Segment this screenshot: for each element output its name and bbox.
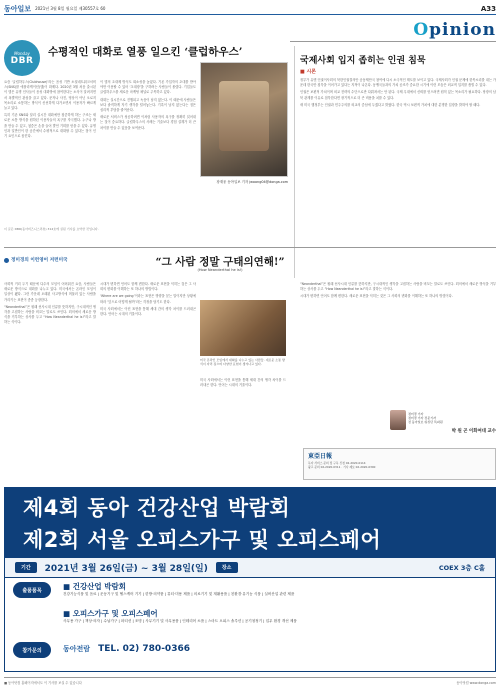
article-author: 장재웅 동아일보 기자 jwoong04@donga.com [216, 180, 288, 184]
organizer-brand: 동아전람 [63, 645, 91, 653]
column-body-col4 [300, 282, 496, 402]
footer-left: ■ 동아닷컴 홈페이지에서도 이 기사를 보실 수 있습니다 [4, 681, 82, 685]
cafe-photo [200, 300, 286, 356]
venue-label: 장소 [216, 562, 238, 573]
editorial-body [300, 78, 496, 228]
newspaper-logo: 동아일보 [4, 3, 32, 13]
column-paragraph: “Neanderthal”은 원래 선사시대 인류를 뜻하지만, 구시대적인 생각을 고집하는 사람을 비꼬는 말로도 쓰인다. 회의에서 새로운 방식을 거부하는 상사를 두고 “How Neanderthal he is!”라고 말하는 식이다. [300, 282, 496, 292]
editorial-paragraph: 새 미국 행정부는 인권과 민주주의를 외교의 중심에 두겠다고 밝혔다. 한국 역시 보편적 가치에 대한 분명한 입장을 밝혀야 할 때다. [300, 102, 481, 107]
section-title-health: ■ 건강산업 박람회 [63, 582, 127, 591]
editorial-author: 박 원 곤 이화여대 교수 [451, 429, 496, 434]
footer-right: 동아닷컴 www.donga.com [456, 681, 496, 685]
dbr-badge-day: Monday [14, 50, 30, 56]
expo-advertisement [4, 487, 496, 672]
section-rule [4, 247, 496, 248]
article-paragraph: 요즘 ‘클럽하우스(Clubhouse)’라는 음성 기반 소셜네트워크서비스(SNS)를 애플리케이션(앱)이 화제다. 2020년 3월 처음 출시된 이 앱은 유명 인사들이 음성 대화방에 참여한다는 소식이 알려지면서 폭발적인 관심을 끌고 있다. 문자나 사진, 영상이 아닌 오로지 목소리로 소통하는 방식이 신선하게 다가오면서 이용자가 빠르게 늘고 있다. [4, 80, 96, 111]
editorial-paragraph: 인권은 보편적 가치이며 외교 전략의 수단으로만 다뤄져서는 안 된다. 국제 무대에서 신뢰를 얻으려면 원칙 있는 목소리가 필요하다. 당장의 남북 관계를 이유로 침묵한다면 장기적으로 더 큰 비용을 치를 수 있다. [300, 90, 496, 100]
column-body-col2 [100, 282, 196, 432]
participate-label: 참가문의 [13, 642, 51, 658]
editorial-section-label: ■ 시론 [300, 69, 317, 75]
page-footer [4, 677, 496, 687]
issue-date: 2021년 3월 8일 월요일 제30557호 60 [35, 5, 106, 11]
section-text-office: 사무용 가구 | 책상·의자 | 수납가구 | 파티션 | 조명 | 사무기기 및 사무용품 | 인테리어 소품 | 스마트 오피스 솔루션 | 공기청정기 | 업무 환경 개선 제품 [63, 619, 297, 623]
expo-dates: 2021년 3월 26일(금) ~ 3월 28일(일) [44, 564, 208, 574]
expo-details [5, 578, 495, 673]
opinion-banner [290, 18, 496, 42]
article-headline: 수평적인 대화로 열풍 일으킨 ‘클럽하우스’ [48, 46, 243, 58]
author-label: 정미경 기자 [408, 412, 424, 416]
author-line: 전 동아일보 워싱턴 특파원 [408, 420, 443, 424]
column-divider [294, 46, 295, 278]
ad-line: 독자 서비스 문의 및 구독 신청 02-2020-0114 [308, 461, 366, 465]
column-paragraph: 시대가 변하면 언어도 함께 변한다. 새로운 표현을 익히는 것은 그 사회의 변화를 이해하는 또 하나의 방법이다. [100, 282, 196, 292]
section-text-health: 건강기능식품 및 음료 | 운동기구 및 헬스케어 기기 | 한방·의약품 | 뷰티·미용 제품 | 의료기기 및 재활용품 | 친환경·유기농 식품 | 실버산업 관련 제품 [63, 592, 295, 596]
expo-title-banner [5, 488, 495, 558]
article-body-col1 [4, 80, 96, 223]
ad-line: 광고 문의 02-2020-0311 · 기사 제보 02-2020-0300 [308, 465, 376, 469]
expo-title-2: 제2회 서울 오피스가구 및 오피스페어 [23, 528, 382, 552]
article-paragraph: 이 앱의 초대제 방식도 희소성을 높였다. 기존 가입자의 초대를 받아야만 이용할 수 있어 ‘초대장’을 구하려는 사람들이 몰렸다. 기업들도 클럽하우스를 새로운 마케팅 채널로 주목하고 있다. [100, 80, 196, 95]
page-number: A33 [480, 4, 496, 13]
items-label: 출품품목 [13, 582, 51, 598]
column-headline: “그 사람 정말 구태의연해!” [155, 256, 285, 268]
column-subheadline: (How Neanderthal he is!) [197, 268, 243, 272]
column-body-col3 [200, 378, 286, 438]
ad-logo: 東亞日報 [308, 453, 333, 460]
dbr-source-note: 이 글은 DBR(동아비즈니스리뷰) 314호에 실린 기사를 요약한 것입니다. [4, 227, 99, 231]
column-body-col1 [4, 282, 96, 432]
expo-info-bar [5, 558, 495, 578]
editorial-paragraph: 정부가 유엔 인권이사회의 북한인권결의안 공동제안국 참여에 다시 소극적인 태도를 보이고 있다. 국제사회가 인권 문제에 한목소리를 내는 가운데 한국만 침묵을 이어가고 있다는 지적이 나온다. 동맹국들과의 가치 공조가 중요한 시기에 이런 모습은 외교적 입지를 좁힐 수 있다. [300, 78, 496, 88]
article-body-col2 [100, 80, 196, 223]
dbr-badge-label: DBR [10, 55, 34, 66]
editorial-headline: 국제사회 입지 좁히는 인권 침묵 [300, 56, 426, 66]
article-paragraph: 대화는 실시간으로 진행되고 녹음이 남지 않는다. 이 때문에 사람들은 보다 솔직하게 자기 생각을 털어놓는다. 기록이 남지 않는다는 점은 심리적 부담을 줄여준다. [100, 97, 196, 113]
column-paragraph: ‘Where are we going’이라는 표현은 방향을 묻는 말이지만 상황에 따라 ‘앞으로 어떻게 될까’라는 걱정을 담기도 한다. [100, 294, 196, 304]
masthead [4, 3, 496, 15]
author-line: 정미경 기자 전문기자 [408, 416, 436, 420]
period-label: 기간 [15, 562, 37, 573]
column-paragraph: 사회적 거리 두기 때문에 다수의 모임이 어려워진 요즘, 사람들은 새로운 방식으로 대화를 나누고 있다. 미국에서는 온라인 모임이 일상이 됐다. 그런 가운데 오래된 사고방식에 머물러 있는 사람을 가리키는 표현이 종종 등장한다. [4, 282, 96, 302]
column-paragraph: “Neanderthal”은 원래 선사시대 인류를 뜻하지만, 구시대적인 생각을 고집하는 사람을 비꼬는 말로도 쓰인다. 회의에서 새로운 방식을 거부하는 상사를 두고 “How Neanderthal he is!”라고 말하는 식이다. [4, 304, 96, 325]
column-paragraph: 시대가 변하면 언어도 함께 변한다. 새로운 표현을 익히는 것은 그 사회의 변화를 이해하는 또 하나의 방법이다. [300, 294, 453, 299]
column-tag: 정미경의 이런영어 저런미국 [4, 257, 67, 263]
column-paragraph: 미국 사회에서는 이런 표현을 통해 세대 간의 생각 차이를 드러내곤 한다. 언어는 시대의 거울이다. [200, 378, 286, 388]
article-paragraph: 특히 기존 SNS와 달리 실시간 대화에만 집중하게 하는 구조는 새로운 소통 방식을 원하던 이용자들의 욕구를 자극했다. 누구나 방을 만들 수 있고, 청중은 손을 들어 발언 기회를 얻을 수 있다. 유명인과 일반인이 한 공간에서 수평적으로 대화할 수 있다는 점이 인기 요인으로 꼽힌다. [4, 113, 96, 139]
subscription-ad [303, 448, 496, 480]
column-author-info [408, 412, 452, 424]
article-paragraph: 새로운 서비스가 성공하려면 이처럼 사용자의 욕구를 정확히 읽어내는 것이 중요하다. 클럽하우스의 사례는 기술보다 경험 설계가 더 큰 차이를 만들 수 있음을 보여준다. [100, 115, 196, 130]
expo-venue: COEX 3층 C홀 [438, 564, 485, 572]
photo-caption: 미국 온라인 모임에서 대화를 나누고 있는 사람들. 새로운 소통 방식이 자리 잡으며 다양한 표현이 생겨나고 있다. [200, 358, 285, 367]
organizer-phone: TEL. 02) 780-0366 [98, 644, 190, 654]
opinion-title: Opinion [413, 19, 496, 40]
section-title-office: ■ 오피스가구 및 오피스페어 [63, 609, 158, 618]
column-paragraph: 미국 사회에서는 이런 표현을 통해 세대 간의 생각 차이를 드러내곤 한다. 언어는 시대의 거울이다. [100, 306, 196, 317]
author-photo [390, 410, 406, 430]
dbr-badge [4, 40, 40, 76]
bullet-icon [4, 258, 9, 263]
expo-title-1: 제4회 동아 건강산업 박람회 [23, 496, 291, 520]
participate-contact [63, 644, 190, 654]
clubhouse-photo [200, 62, 288, 177]
